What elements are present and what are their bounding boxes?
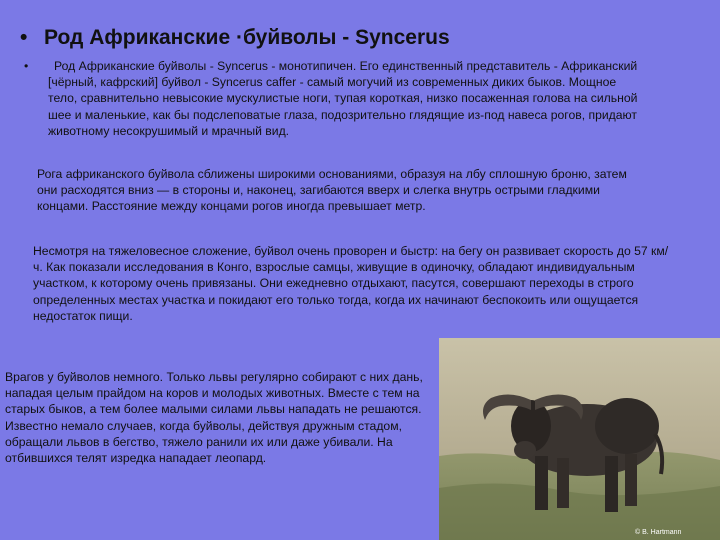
buffalo-photo	[439, 338, 720, 540]
intro-block	[24, 58, 644, 139]
enemies-paragraph: Врагов у буйволов немного. Только львы регулярно собирают с них дань, нападая целым прайдом на коров и молодых животных. Вместе с тем на старых быков, а тем более малыми силами львы нападать не решаются. Известно немало случаев, когда буйволы, действуя дружным стадом, обращали львов в бегство, тяжело ранили их или даже убивали. На отбившихся телят изредка нападает леопард.	[5, 370, 423, 466]
behavior-paragraph: Несмотря на тяжеловесное сложение, буйвол очень проворен и быстр: на бегу он развивает скорость до 57 км/ч. Как показали исследования в Конго, взрослые самцы, живущие в одиночку, обладают индивидуальным участком, к которому очень привязаны. Они ежедневно отдыхают, пасутся, совершают переходы в строго определенных местах участка и покидают его только тогда, когда их начинают беспокоить или ощущается недостаток пищи.	[33, 244, 669, 323]
title-bullet: •	[20, 26, 28, 49]
photo-credit: © B. Hartmann	[635, 529, 682, 536]
intro-bullet: •	[24, 59, 29, 73]
slide-title	[20, 26, 710, 50]
horns-paragraph: Рога африканского буйвола сближены широкими основаниями, образуя на лбу сплошную броню, затем они расходятся вниз — в стороны и, наконец, загибаются вверх и слегка внутрь острыми гладкими концами. Расстояние между концами рогов иногда превышает метр.	[37, 167, 627, 214]
intro-paragraph: Род Африканские буйволы - Syncerus - монотипичен. Его единственный представитель - Африканский [чёрный, кафрский] буйвол - Syncerus caffer - самый могучий из современных диких быков. Мощное тело, сравнительно невысокие мускулистые ноги, тупая короткая, низко посаженная голова на сильной шее и маленькие, как бы подслеповатые глаза, подозрительно глядящие из-под навеса рогов, придают животному несокрушимый и мрачный вид.	[48, 59, 638, 138]
title-text: Род Африканские ·буйволы - Syncerus	[44, 26, 450, 49]
